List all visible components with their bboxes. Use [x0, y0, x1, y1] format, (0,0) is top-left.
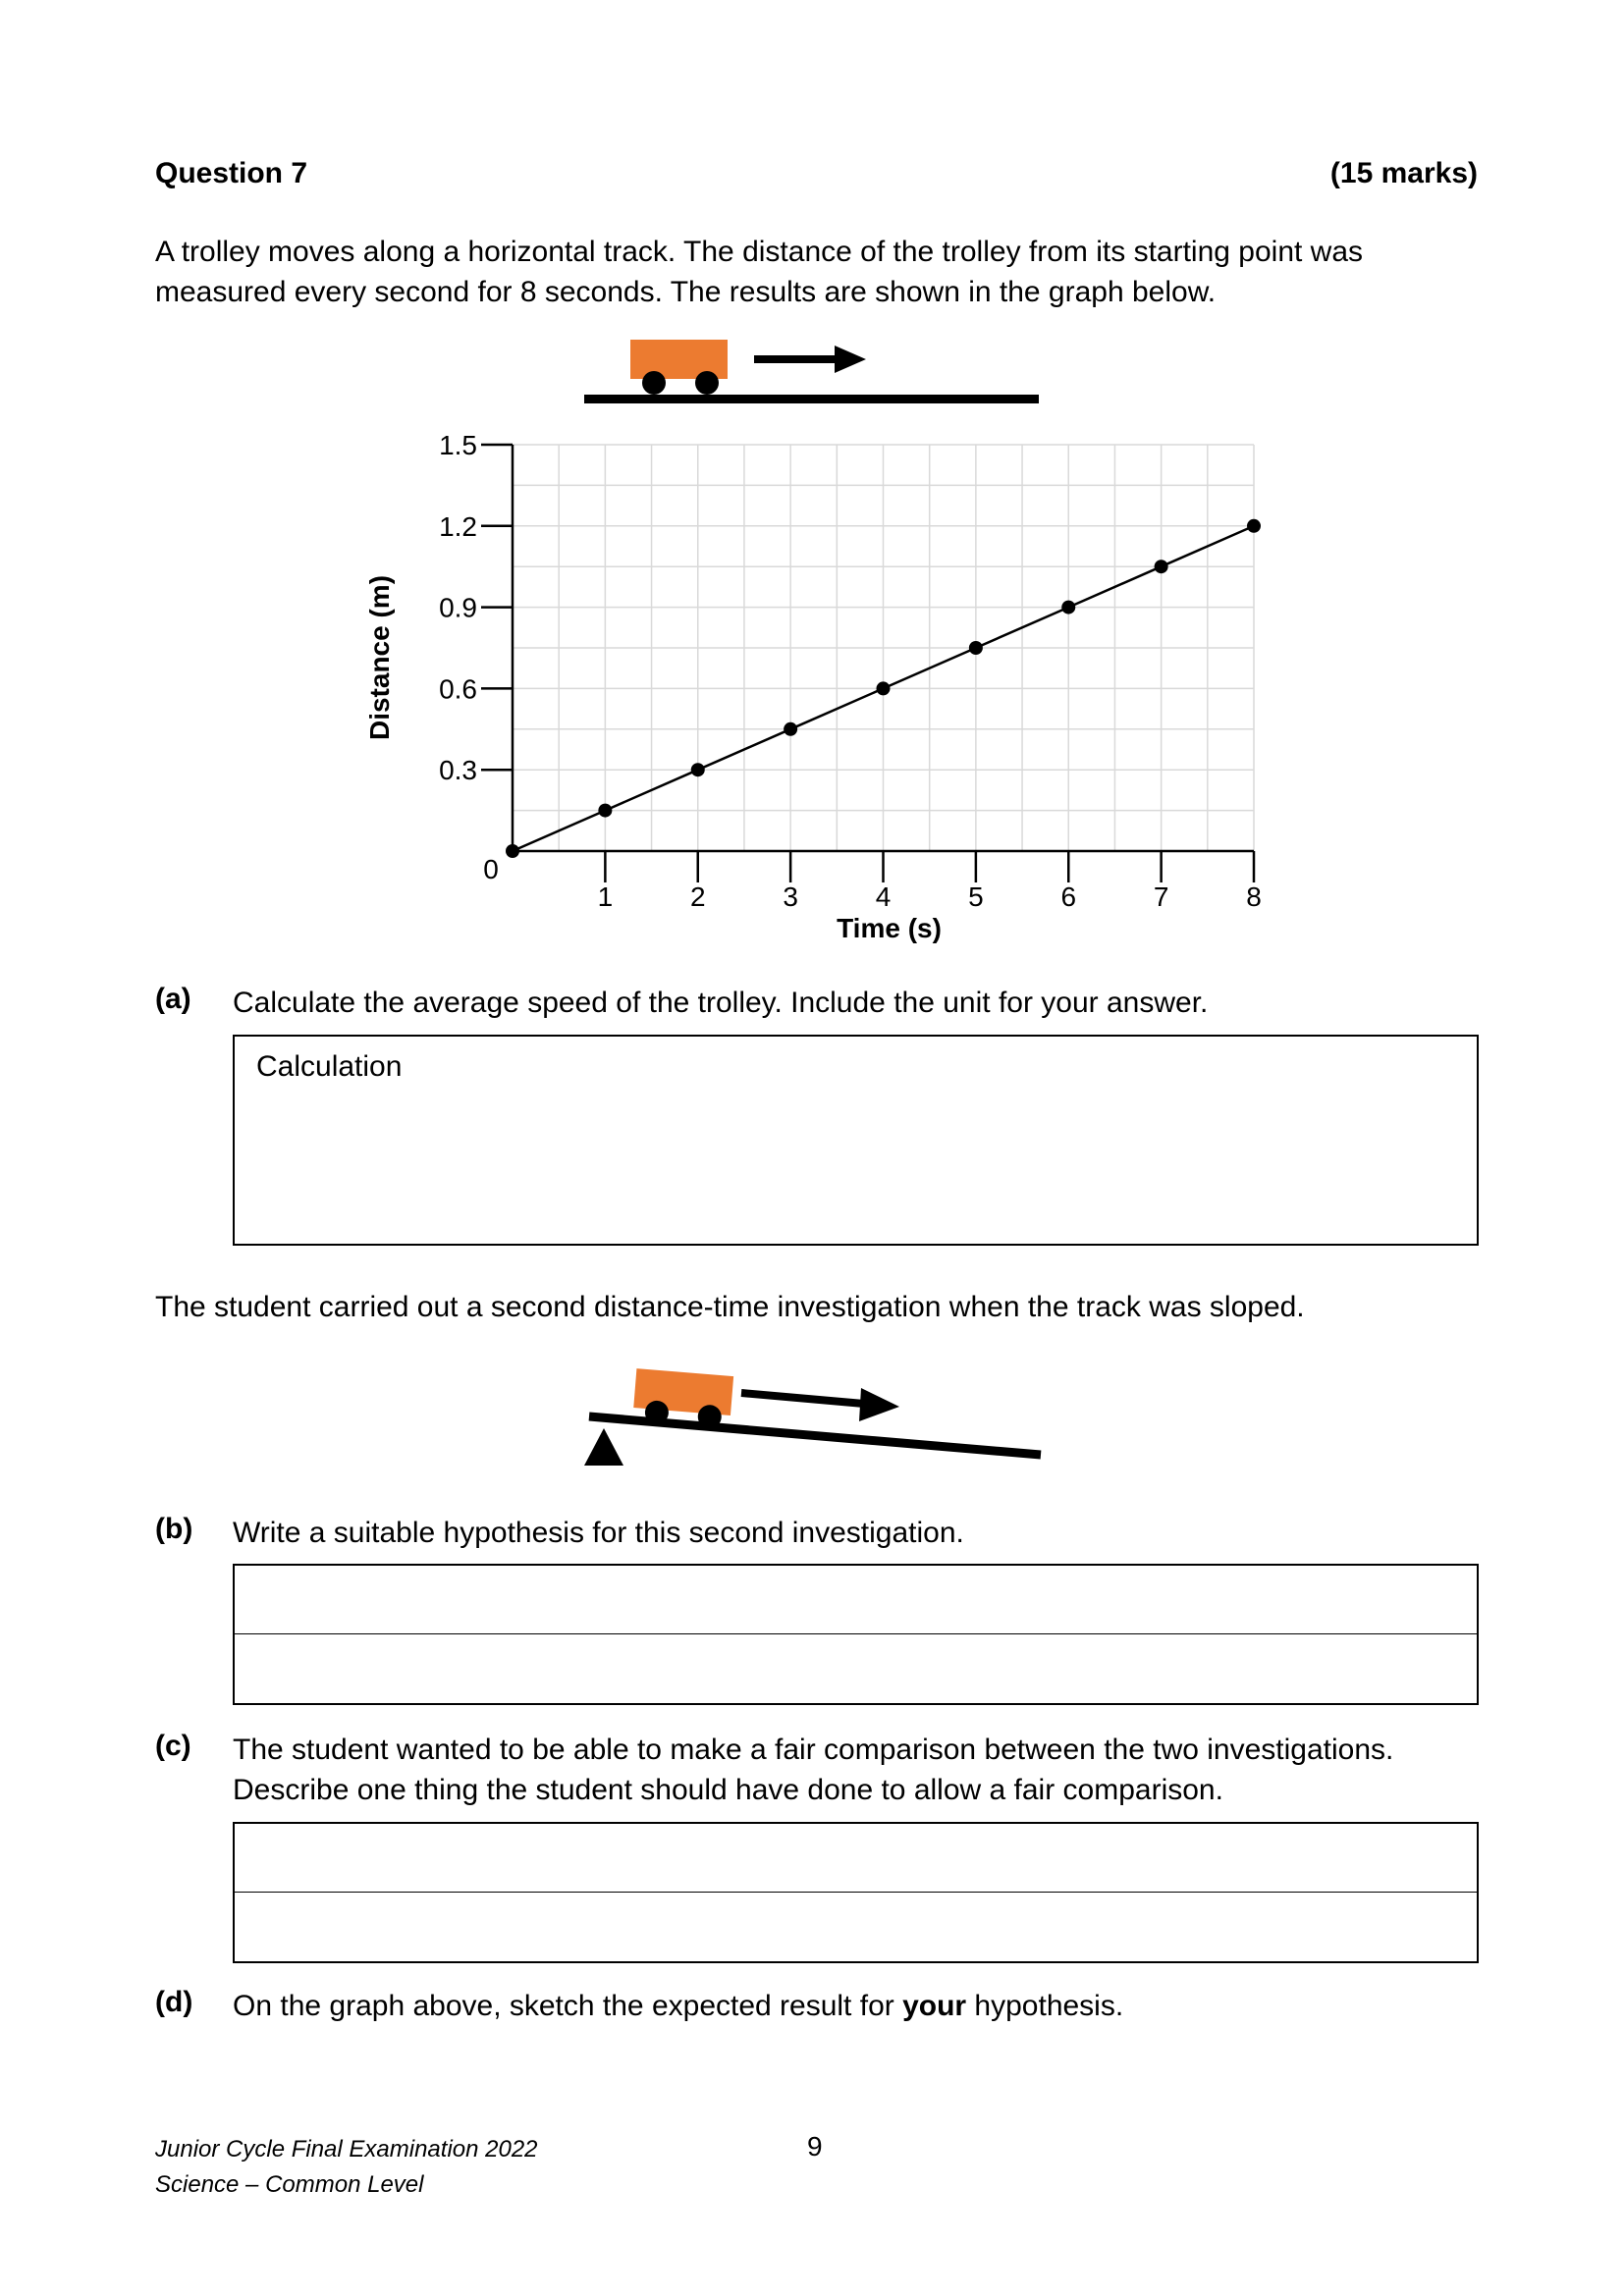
- trolley-wheel-front: [642, 371, 666, 395]
- part-b-text: Write a suitable hypothesis for this second investigation.: [233, 1517, 964, 1549]
- x-tick-label-5: 5: [968, 881, 984, 912]
- data-point-2: [691, 763, 705, 776]
- part-a-letter: (a): [155, 983, 191, 1015]
- part-c-answer-line: [235, 1892, 1477, 1893]
- track-sloped: [589, 1416, 1041, 1455]
- part-a-text: Calculate the average speed of the trolley. Include the unit for your answer.: [233, 987, 1209, 1019]
- motion-arrow-head: [835, 346, 866, 373]
- y-tick-label-1.5: 1.5: [439, 430, 477, 460]
- part-b-letter: (b): [155, 1513, 193, 1545]
- y-tick-label-0.3: 0.3: [439, 755, 477, 786]
- data-point-7: [1155, 560, 1168, 573]
- part-c-answer-box[interactable]: [233, 1822, 1479, 1963]
- data-point-0: [506, 844, 519, 858]
- y-tick-label-1.2: 1.2: [439, 510, 477, 542]
- question-intro: A trolley moves along a horizontal track. The distance of the trolley from its starting point was measured every second for 8 seconds. The results are shown in the graph below.: [155, 236, 1364, 308]
- part-b-answer-box[interactable]: [233, 1564, 1479, 1705]
- slope-support-wedge: [584, 1428, 623, 1466]
- motion-arrow-shaft: [754, 355, 838, 363]
- data-point-3: [784, 722, 797, 736]
- question-marks: (15 marks): [1329, 157, 1478, 189]
- origin-label: 0: [483, 854, 499, 884]
- x-tick-label-7: 7: [1153, 881, 1169, 912]
- distance-time-graph: [353, 422, 1286, 962]
- part-a-answer-box[interactable]: [233, 1035, 1479, 1246]
- footer-exam-name: Junior Cycle Final Examination 2022: [155, 2136, 538, 2163]
- x-axis-title: Time (s): [837, 913, 942, 943]
- calculation-label: Calculation: [256, 1050, 403, 1083]
- slope-arrow-head: [859, 1388, 899, 1421]
- question-title: Question 7: [155, 157, 308, 189]
- part-c-letter: (c): [155, 1730, 191, 1762]
- x-tick-label-4: 4: [875, 881, 892, 912]
- track-horizontal: [584, 395, 1039, 403]
- data-point-8: [1247, 519, 1261, 533]
- x-tick-label-1: 1: [597, 881, 614, 912]
- exam-footer: [155, 2132, 538, 2203]
- x-tick-label-8: 8: [1246, 881, 1262, 912]
- part-c-text: The student wanted to be able to make a fair comparison between the two investigations. Describe one thing the student should have done to allow a fair comparison.: [233, 1734, 1394, 1806]
- page-number: 9: [807, 2131, 823, 2162]
- data-point-4: [877, 681, 891, 695]
- x-tick-label-2: 2: [689, 881, 706, 912]
- x-tick-label-3: 3: [783, 881, 798, 912]
- slope-arrow-shaft: [741, 1393, 864, 1404]
- graph-axes: [481, 445, 1254, 882]
- part-d-letter: (d): [155, 1986, 193, 2018]
- trolley-wheel-rear: [695, 371, 719, 395]
- data-point-1: [598, 804, 612, 818]
- y-tick-label-0.9: 0.9: [439, 592, 477, 623]
- y-axis-title: Distance (m): [364, 574, 395, 741]
- trolley-horizontal-diagram: [579, 334, 1051, 412]
- graph-grid: [513, 445, 1254, 851]
- x-tick-label-6: 6: [1060, 881, 1077, 912]
- footer-level: Science – Common Level: [155, 2171, 424, 2198]
- trolley-sloped-diagram: [579, 1360, 1060, 1477]
- data-point-6: [1061, 601, 1075, 614]
- part-d-text: On the graph above, sketch the expected result for your hypothesis.: [233, 1990, 1124, 2022]
- y-tick-label-0.6: 0.6: [439, 673, 477, 705]
- data-point-5: [969, 641, 983, 655]
- part-d-emphasis: your: [902, 1990, 967, 2022]
- graph-labels: [364, 430, 1262, 943]
- second-investigation-intro: The student carried out a second distance-time investigation when the track was sloped.: [155, 1291, 1305, 1323]
- part-b-answer-line: [235, 1633, 1477, 1634]
